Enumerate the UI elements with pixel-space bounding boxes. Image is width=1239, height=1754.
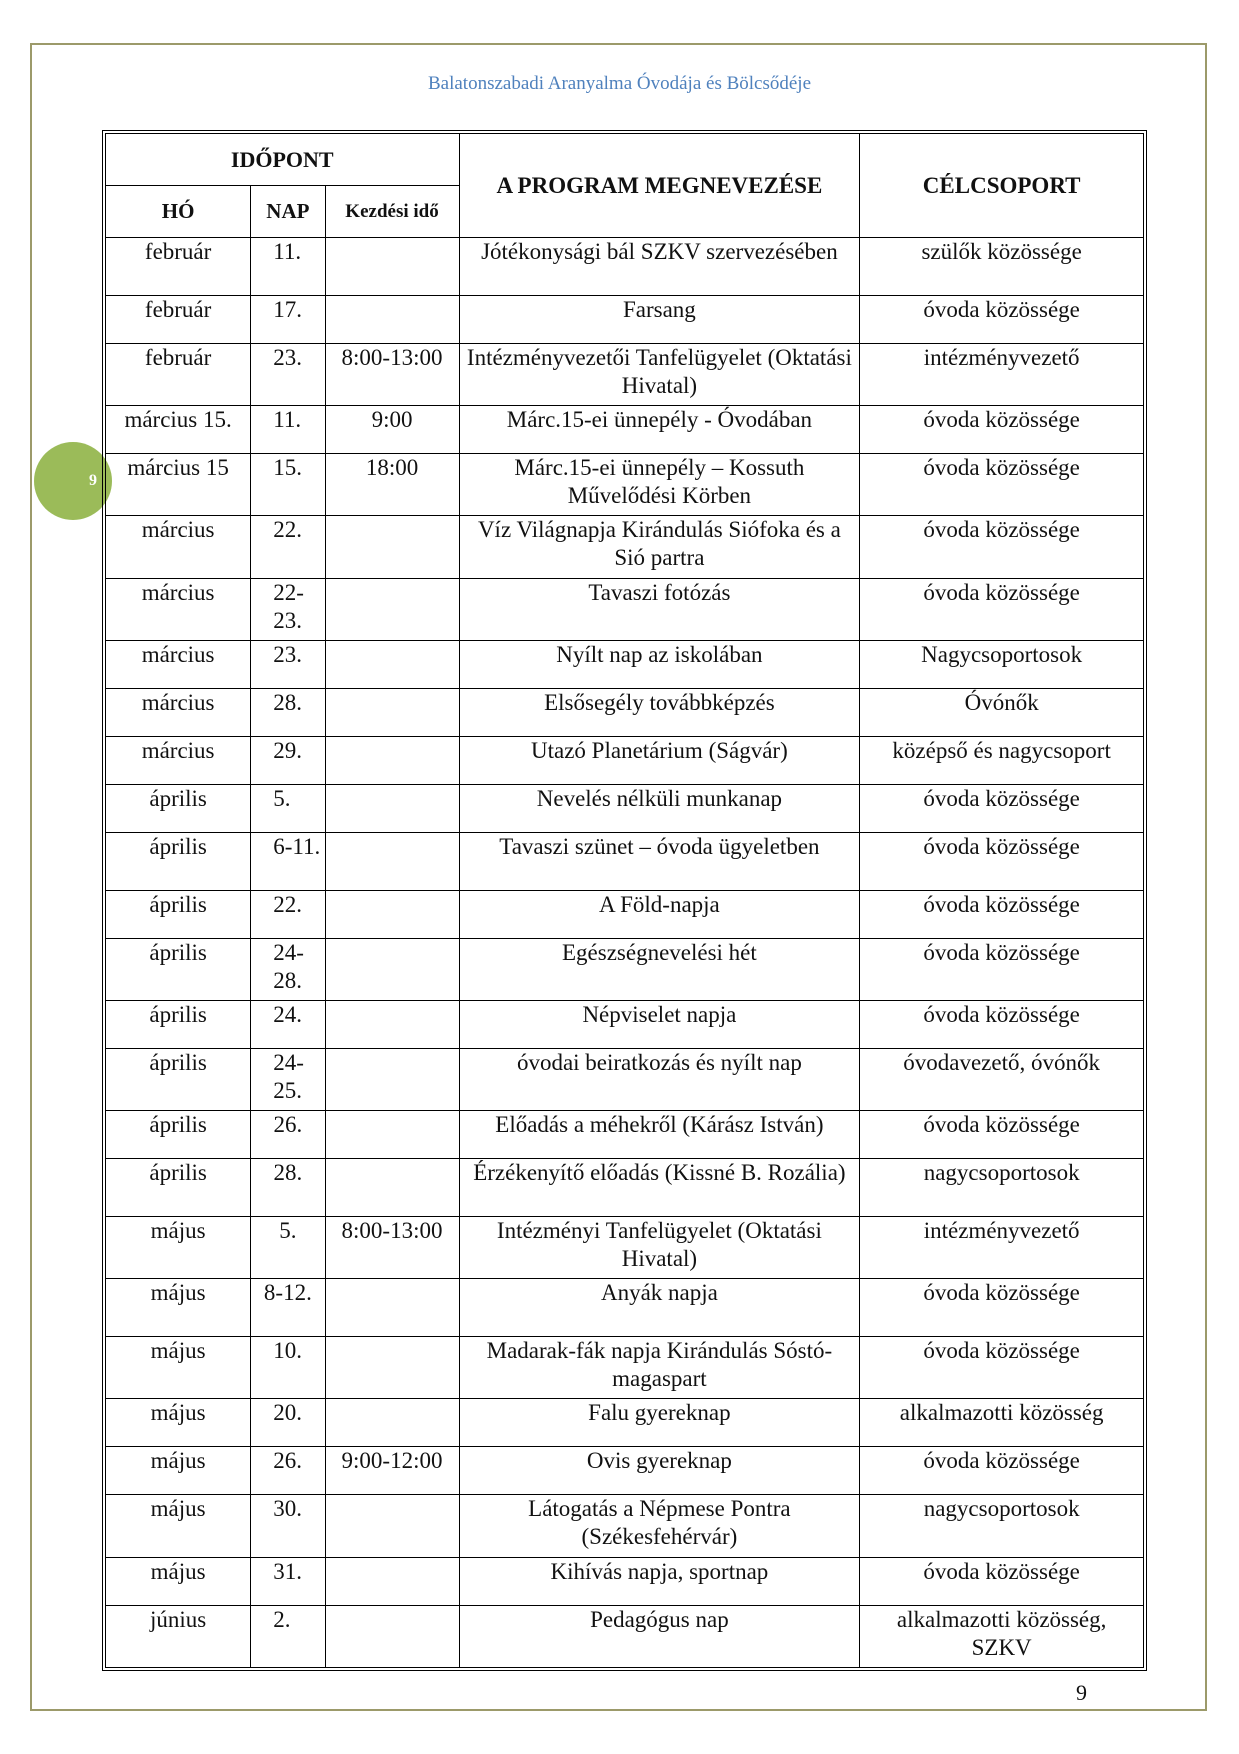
cell-ho: március	[106, 578, 251, 640]
header-idopont: IDŐPONT	[106, 134, 460, 186]
cell-celcsoport: óvodavezető, óvónők	[860, 1048, 1144, 1110]
cell-ho: május	[106, 1216, 251, 1278]
cell-kezdesi-ido: 9:00-12:00	[325, 1447, 459, 1495]
cell-program: Nyílt nap az iskolában	[459, 640, 860, 688]
table-row	[106, 938, 1144, 1000]
cell-nap: 23.	[251, 640, 325, 688]
cell-ho: március	[106, 516, 251, 578]
schedule-rows	[106, 238, 1144, 1668]
schedule-table	[105, 133, 1144, 1668]
cell-celcsoport: szülők közössége	[860, 238, 1144, 296]
table-row	[106, 406, 1144, 454]
cell-nap: 17.	[251, 295, 325, 343]
cell-celcsoport: óvoda közössége	[860, 1337, 1144, 1399]
table-row	[106, 890, 1144, 938]
cell-ho: május	[106, 1399, 251, 1447]
cell-celcsoport: óvoda közössége	[860, 406, 1144, 454]
cell-kezdesi-ido	[325, 1000, 459, 1048]
table-row	[106, 1159, 1144, 1217]
cell-nap: 22.	[251, 516, 325, 578]
cell-nap: 8-12.	[251, 1279, 325, 1337]
cell-celcsoport: alkalmazotti közösség, SZKV	[860, 1605, 1144, 1667]
cell-ho: május	[106, 1447, 251, 1495]
cell-ho: március 15.	[106, 406, 251, 454]
cell-ho: február	[106, 295, 251, 343]
table-row	[106, 688, 1144, 736]
cell-program: Madarak-fák napja Kirándulás Sóstó-magaspart	[459, 1337, 860, 1399]
cell-celcsoport: óvoda közössége	[860, 832, 1144, 890]
cell-ho: február	[106, 238, 251, 296]
cell-nap: 20.	[251, 1399, 325, 1447]
cell-program: Látogatás a Népmese Pontra (Székesfehérvár)	[459, 1495, 860, 1557]
cell-nap: 26.	[251, 1111, 325, 1159]
cell-celcsoport: óvoda közössége	[860, 1279, 1144, 1337]
cell-kezdesi-ido	[325, 295, 459, 343]
cell-nap: 28.	[251, 1159, 325, 1217]
cell-program: Egészségnevelési hét	[459, 938, 860, 1000]
cell-celcsoport: óvoda közössége	[860, 784, 1144, 832]
header-celcsoport: CÉLCSOPORT	[860, 134, 1144, 238]
cell-celcsoport: óvoda közössége	[860, 578, 1144, 640]
cell-kezdesi-ido: 9:00	[325, 406, 459, 454]
cell-ho: április	[106, 832, 251, 890]
cell-ho: március	[106, 736, 251, 784]
table-row	[106, 1557, 1144, 1605]
cell-celcsoport: óvoda közössége	[860, 1447, 1144, 1495]
cell-celcsoport: óvoda közössége	[860, 938, 1144, 1000]
table-row	[106, 238, 1144, 296]
cell-kezdesi-ido	[325, 938, 459, 1000]
cell-kezdesi-ido	[325, 784, 459, 832]
cell-ho: április	[106, 784, 251, 832]
cell-nap: 2.	[251, 1605, 325, 1667]
cell-nap: 6-11.	[251, 832, 325, 890]
cell-program: Nevelés nélküli munkanap	[459, 784, 860, 832]
table-row	[106, 578, 1144, 640]
schedule-table-frame	[102, 130, 1147, 1671]
table-row	[106, 1605, 1144, 1667]
table-row	[106, 1000, 1144, 1048]
cell-nap: 11.	[251, 406, 325, 454]
cell-program: Tavaszi fotózás	[459, 578, 860, 640]
cell-ho: március	[106, 640, 251, 688]
cell-ho: május	[106, 1557, 251, 1605]
cell-celcsoport: óvoda közössége	[860, 1557, 1144, 1605]
cell-nap: 22-23.	[251, 578, 325, 640]
cell-ho: február	[106, 343, 251, 405]
cell-kezdesi-ido	[325, 1605, 459, 1667]
cell-kezdesi-ido	[325, 1557, 459, 1605]
header-kezdesi-ido: Kezdési idő	[325, 186, 459, 238]
cell-program: Tavaszi szünet – óvoda ügyeletben	[459, 832, 860, 890]
cell-program: Márc.15-ei ünnepély - Óvodában	[459, 406, 860, 454]
cell-ho: május	[106, 1495, 251, 1557]
header-program: A PROGRAM MEGNEVEZÉSE	[459, 134, 860, 238]
cell-kezdesi-ido: 8:00-13:00	[325, 343, 459, 405]
table-row	[106, 832, 1144, 890]
cell-kezdesi-ido	[325, 1048, 459, 1110]
cell-kezdesi-ido: 18:00	[325, 454, 459, 516]
table-row	[106, 1048, 1144, 1110]
cell-program: A Föld-napja	[459, 890, 860, 938]
table-row	[106, 736, 1144, 784]
cell-program: Márc.15-ei ünnepély – Kossuth Művelődési Körben	[459, 454, 860, 516]
cell-nap: 30.	[251, 1495, 325, 1557]
cell-program: Falu gyereknap	[459, 1399, 860, 1447]
cell-celcsoport: óvoda közössége	[860, 454, 1144, 516]
table-row	[106, 295, 1144, 343]
cell-celcsoport: intézményvezető	[860, 343, 1144, 405]
cell-kezdesi-ido	[325, 1399, 459, 1447]
table-row	[106, 1495, 1144, 1557]
cell-ho: március	[106, 688, 251, 736]
cell-kezdesi-ido	[325, 832, 459, 890]
cell-celcsoport: Óvónők	[860, 688, 1144, 736]
header-ho: HÓ	[106, 186, 251, 238]
cell-program: Érzékenyítő előadás (Kissné B. Rozália)	[459, 1159, 860, 1217]
cell-program: Pedagógus nap	[459, 1605, 860, 1667]
cell-celcsoport: nagycsoportosok	[860, 1159, 1144, 1217]
table-row	[106, 1399, 1144, 1447]
cell-kezdesi-ido	[325, 1495, 459, 1557]
cell-ho: április	[106, 1111, 251, 1159]
header-nap: NAP	[251, 186, 325, 238]
cell-celcsoport: óvoda közössége	[860, 1000, 1144, 1048]
cell-ho: április	[106, 938, 251, 1000]
cell-kezdesi-ido	[325, 578, 459, 640]
cell-nap: 22.	[251, 890, 325, 938]
table-row	[106, 640, 1144, 688]
cell-program: Intézményvezetői Tanfelügyelet (Oktatási Hivatal)	[459, 343, 860, 405]
cell-nap: 11.	[251, 238, 325, 296]
cell-kezdesi-ido	[325, 516, 459, 578]
cell-nap: 5.	[251, 1216, 325, 1278]
cell-celcsoport: óvoda közössége	[860, 1111, 1144, 1159]
cell-kezdesi-ido	[325, 736, 459, 784]
table-row	[106, 1111, 1144, 1159]
table-row	[106, 1337, 1144, 1399]
cell-nap: 24-25.	[251, 1048, 325, 1110]
cell-kezdesi-ido	[325, 640, 459, 688]
cell-ho: március 15	[106, 454, 251, 516]
cell-nap: 23.	[251, 343, 325, 405]
cell-nap: 29.	[251, 736, 325, 784]
cell-kezdesi-ido	[325, 1279, 459, 1337]
cell-kezdesi-ido	[325, 688, 459, 736]
cell-program: Kihívás napja, sportnap	[459, 1557, 860, 1605]
cell-program: Anyák napja	[459, 1279, 860, 1337]
cell-program: Népviselet napja	[459, 1000, 860, 1048]
cell-nap: 5.	[251, 784, 325, 832]
cell-program: Farsang	[459, 295, 860, 343]
cell-nap: 26.	[251, 1447, 325, 1495]
cell-nap: 15.	[251, 454, 325, 516]
cell-nap: 24-28.	[251, 938, 325, 1000]
table-row	[106, 1447, 1144, 1495]
cell-program: Előadás a méhekről (Kárász István)	[459, 1111, 860, 1159]
cell-program: Ovis gyereknap	[459, 1447, 860, 1495]
cell-celcsoport: intézményvezető	[860, 1216, 1144, 1278]
cell-nap: 28.	[251, 688, 325, 736]
cell-program: Intézményi Tanfelügyelet (Oktatási Hivatal)	[459, 1216, 860, 1278]
cell-program: Utazó Planetárium (Ságvár)	[459, 736, 860, 784]
cell-kezdesi-ido: 8:00-13:00	[325, 1216, 459, 1278]
cell-kezdesi-ido	[325, 1337, 459, 1399]
cell-celcsoport: középső és nagycsoport	[860, 736, 1144, 784]
table-row	[106, 1216, 1144, 1278]
cell-celcsoport: Nagycsoportosok	[860, 640, 1144, 688]
cell-ho: június	[106, 1605, 251, 1667]
cell-celcsoport: óvoda közössége	[860, 295, 1144, 343]
cell-program: Elsősegély továbbképzés	[459, 688, 860, 736]
table-row	[106, 1279, 1144, 1337]
cell-program: óvodai beiratkozás és nyílt nap	[459, 1048, 860, 1110]
cell-nap: 31.	[251, 1557, 325, 1605]
cell-celcsoport: óvoda közössége	[860, 890, 1144, 938]
cell-nap: 10.	[251, 1337, 325, 1399]
cell-ho: április	[106, 1048, 251, 1110]
cell-celcsoport: nagycsoportosok	[860, 1495, 1144, 1557]
cell-ho: április	[106, 890, 251, 938]
cell-celcsoport: alkalmazotti közösség	[860, 1399, 1144, 1447]
cell-kezdesi-ido	[325, 1111, 459, 1159]
cell-ho: április	[106, 1159, 251, 1217]
table-row	[106, 516, 1144, 578]
cell-kezdesi-ido	[325, 1159, 459, 1217]
page-number: 9	[1076, 1680, 1087, 1705]
table-row	[106, 784, 1144, 832]
table-row	[106, 343, 1144, 405]
cell-ho: május	[106, 1337, 251, 1399]
cell-ho: április	[106, 1000, 251, 1048]
cell-kezdesi-ido	[325, 238, 459, 296]
cell-program: Víz Világnapja Kirándulás Siófoka és a Sió partra	[459, 516, 860, 578]
cell-kezdesi-ido	[325, 890, 459, 938]
page-number-badge: 9	[34, 442, 112, 520]
cell-nap: 24.	[251, 1000, 325, 1048]
cell-ho: május	[106, 1279, 251, 1337]
table-row	[106, 454, 1144, 516]
cell-program: Jótékonysági bál SZKV szervezésében	[459, 238, 860, 296]
cell-celcsoport: óvoda közössége	[860, 516, 1144, 578]
page-header: Balatonszabadi Aranyalma Óvodája és Bölcsődéje	[427, 73, 812, 94]
